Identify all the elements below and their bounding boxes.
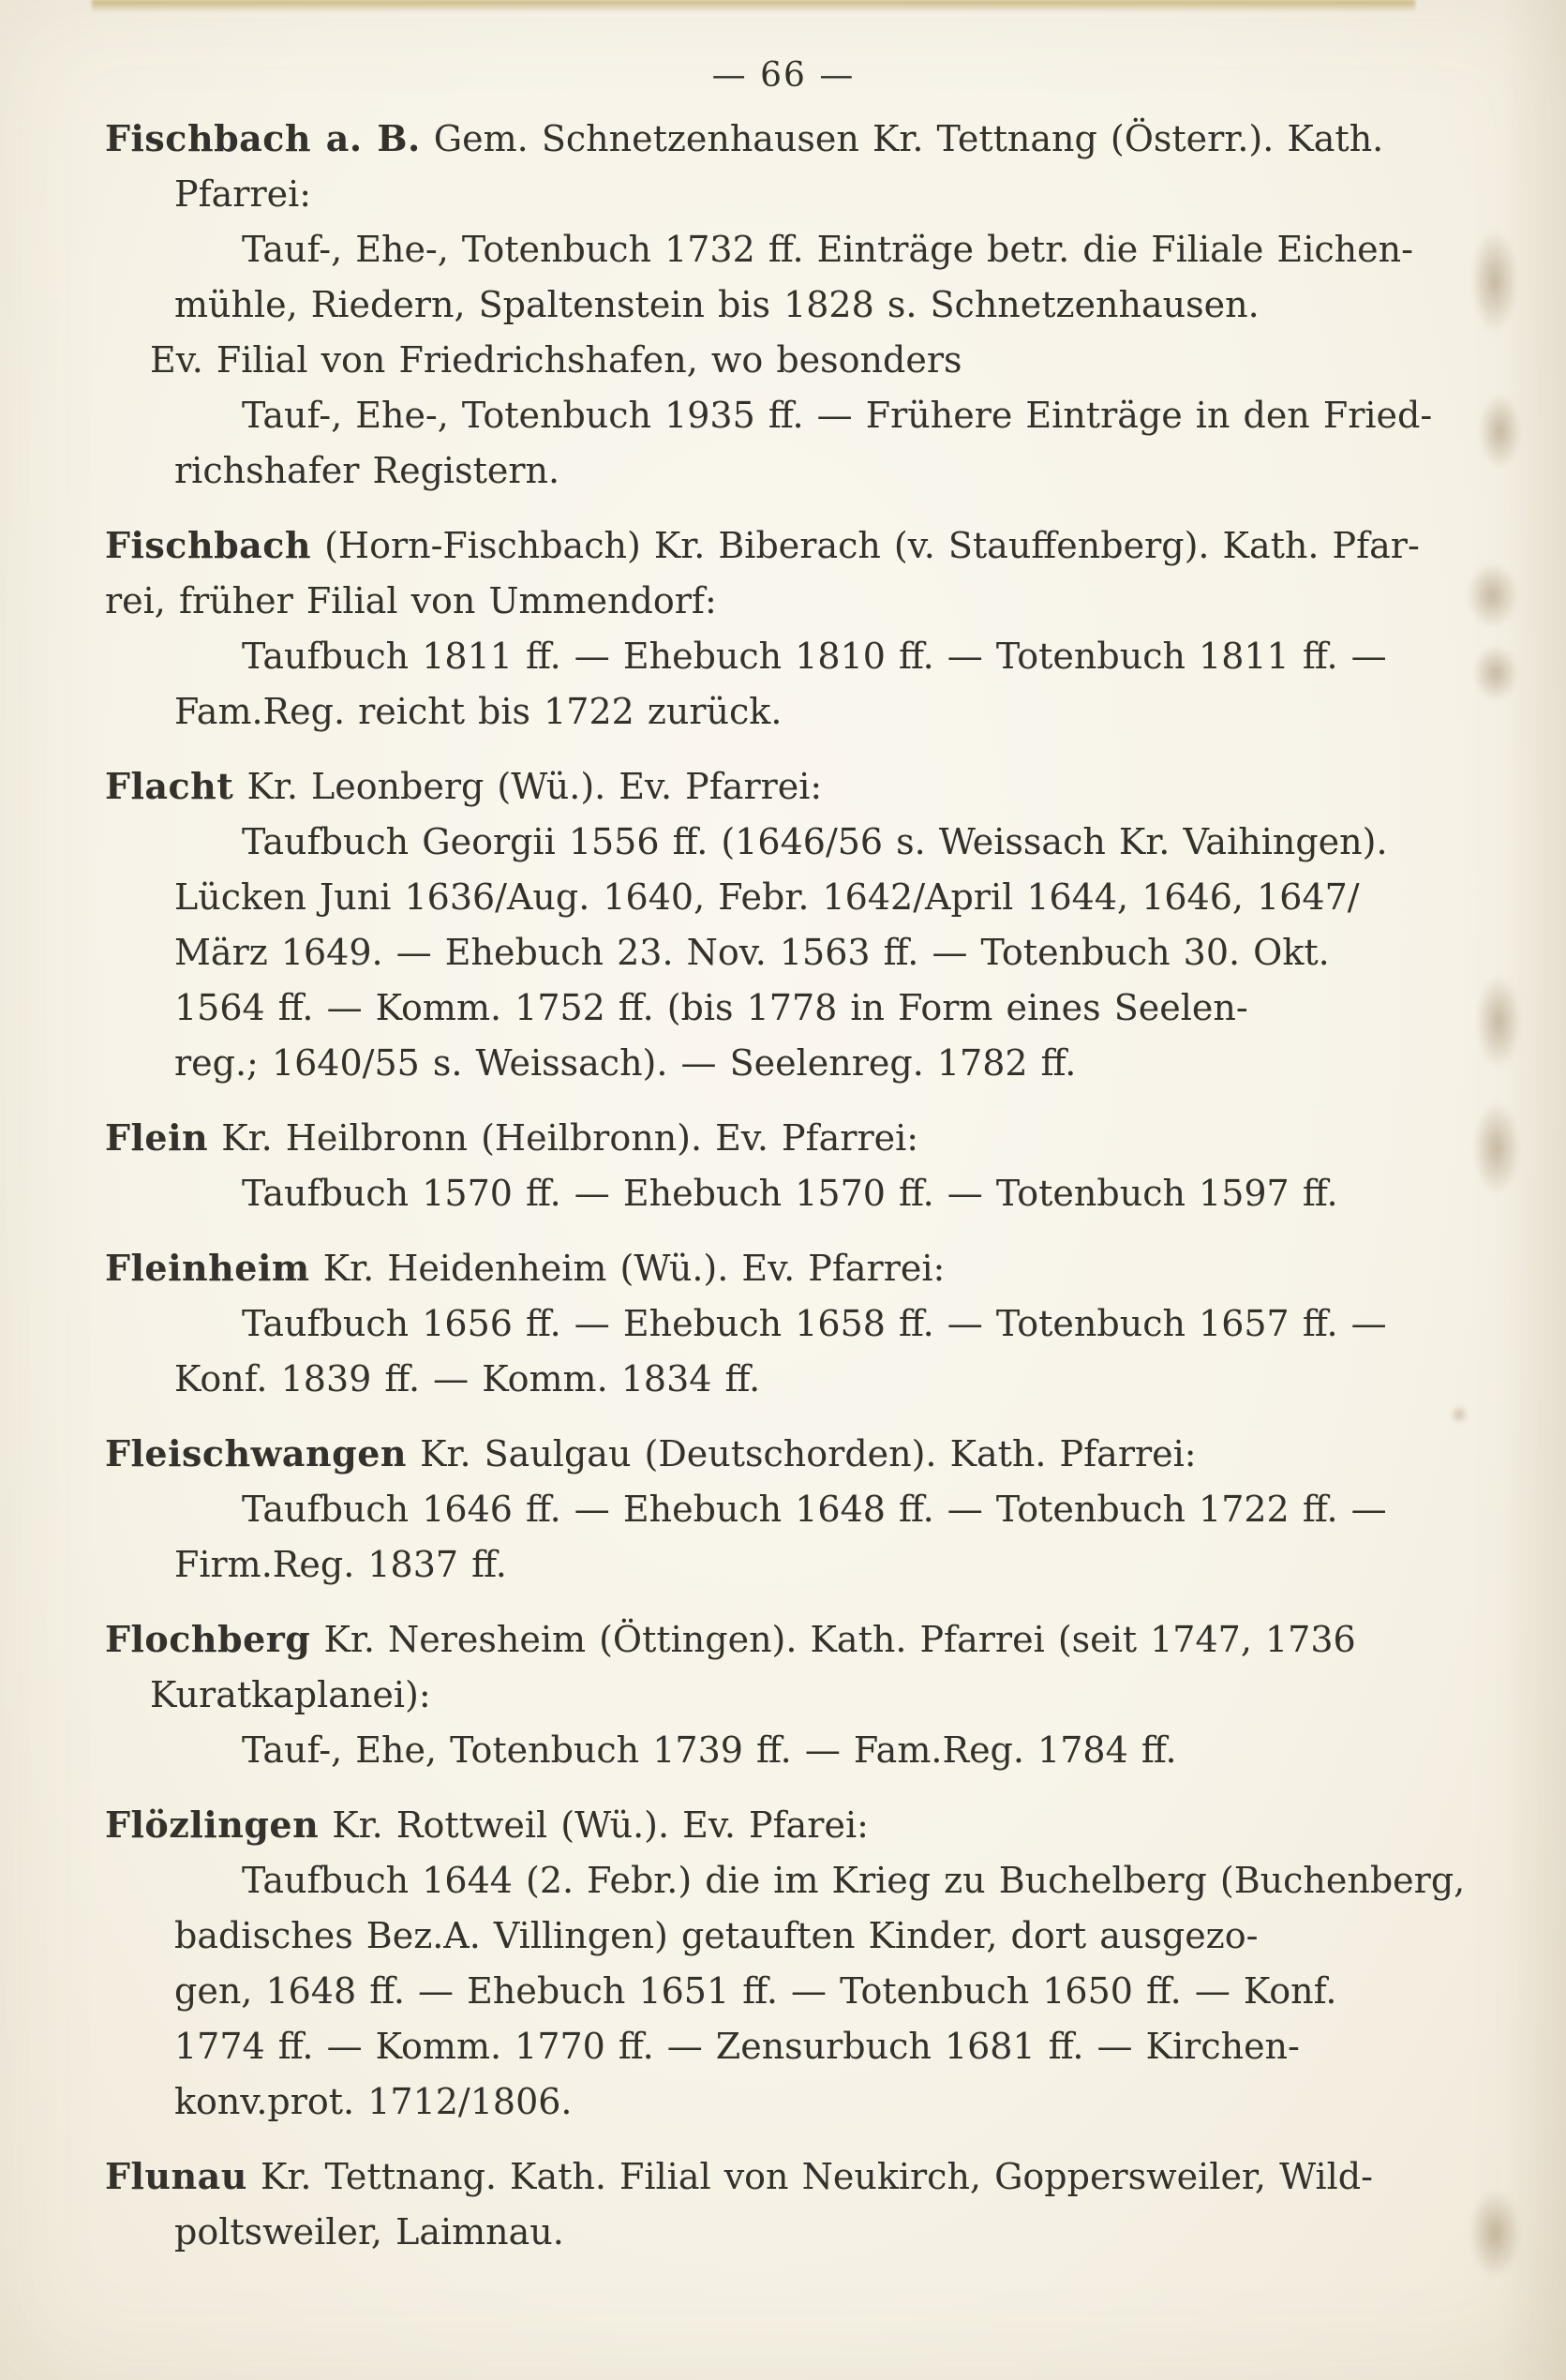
scan-edge-top — [92, 0, 1415, 12]
entry-flein — [105, 1110, 1511, 1221]
entry-text: Konf. 1839 ff. — Komm. 1834 ff. — [174, 1358, 761, 1400]
entry-line — [105, 1166, 1511, 1221]
entry-line — [105, 1668, 1511, 1723]
entry-text: Lücken Juni 1636/Aug. 1640, Febr. 1642/April 1644, 1646, 1647/ — [174, 876, 1360, 918]
entry-text: Taufbuch 1570 ff. — Ehebuch 1570 ff. — Totenbuch 1597 ff. — [242, 1173, 1338, 1214]
entry-headword: Fleinheim — [105, 1247, 310, 1289]
entry-text: Kuratkaplanei): — [150, 1674, 431, 1715]
entry-text: 1774 ff. — Komm. 1770 ff. — Zensurbuch 1681 ff. — Kirchen- — [174, 2026, 1300, 2067]
entry-line — [105, 1352, 1511, 1407]
entry-text: konv.prot. 1712/1806. — [174, 2081, 573, 2122]
entry-line — [105, 111, 1511, 167]
entry-text: Kr. Heidenheim (Wü.). Ev. Pfarrei: — [309, 1248, 946, 1289]
entry-line — [105, 2205, 1511, 2260]
entry-headword: Flunau — [105, 2155, 247, 2197]
entry-flacht — [105, 758, 1511, 1091]
entry-text: Firm.Reg. 1837 ff. — [174, 1544, 507, 1585]
entry-text: Taufbuch 1646 ff. — Ehebuch 1648 ff. — Totenbuch 1722 ff. — — [242, 1489, 1387, 1530]
entry-line — [105, 1611, 1511, 1668]
entry-fleinheim — [105, 1240, 1511, 1407]
entry-line — [105, 2019, 1511, 2074]
entry-text: Taufbuch 1656 ff. — Ehebuch 1658 ff. — Totenbuch 1657 ff. — — [242, 1303, 1387, 1344]
entry-fischbach-a-b — [105, 111, 1511, 499]
entry-line — [105, 815, 1511, 870]
entry-line — [105, 1723, 1511, 1778]
entry-headword: Fischbach a. B. — [105, 117, 421, 159]
entry-headword: Flözlingen — [105, 1804, 320, 1846]
entry-line — [105, 277, 1511, 333]
entry-text: (Horn-Fischbach) Kr. Biberach (v. Stauffenberg). Kath. Pfar- — [311, 525, 1420, 566]
entry-line — [105, 167, 1511, 222]
entry-headword: Fischbach — [105, 524, 312, 566]
entry-text: richshafer Registern. — [174, 450, 560, 491]
entry-line — [105, 1853, 1511, 1908]
entry-line — [105, 1537, 1511, 1593]
entry-line — [105, 925, 1511, 980]
entry-floezlingen — [105, 1797, 1511, 2130]
entry-text: Kr. Rottweil (Wü.). Ev. Pfarei: — [319, 1804, 869, 1846]
entry-text: Kr. Leonberg (Wü.). Ev. Pfarrei: — [233, 766, 823, 807]
entry-text: Kr. Heilbronn (Heilbronn). Ev. Pfarrei: — [208, 1117, 919, 1159]
entry-line — [105, 1426, 1511, 1482]
entry-line — [105, 1482, 1511, 1537]
entry-line — [105, 1240, 1511, 1296]
entry-text: mühle, Riedern, Spaltenstein bis 1828 s. Schnetzenhausen. — [174, 284, 1260, 325]
entry-text: reg.; 1640/55 s. Weissach). — Seelenreg. 1782 ff. — [174, 1042, 1077, 1084]
entry-fleischwangen — [105, 1426, 1511, 1593]
entry-text: 1564 ff. — Komm. 1752 ff. (bis 1778 in Form eines Seelen- — [174, 987, 1248, 1028]
entry-text: Fam.Reg. reicht bis 1722 zurück. — [174, 691, 783, 732]
entry-text: gen, 1648 ff. — Ehebuch 1651 ff. — Totenbuch 1650 ff. — Konf. — [174, 1970, 1337, 2012]
entry-line — [105, 1964, 1511, 2019]
page-number: — 66 — — [711, 56, 856, 95]
entry-text: Taufbuch 1811 ff. — Ehebuch 1810 ff. — Totenbuch 1811 ff. — — [242, 636, 1387, 677]
entry-text: Taufbuch Georgii 1556 ff. (1646/56 s. Weissach Kr. Vaihingen). — [242, 821, 1388, 862]
entry-text: rei, früher Filial von Ummendorf: — [105, 580, 717, 621]
entry-line — [105, 222, 1511, 277]
entry-fischbach-horn — [105, 517, 1511, 740]
entry-line — [105, 2148, 1511, 2205]
entry-line — [105, 2074, 1511, 2130]
entry-line — [105, 333, 1511, 388]
entry-text: Gem. Schnetzenhausen Kr. Tettnang (Österr.). Kath. — [420, 118, 1384, 159]
entry-line — [105, 980, 1511, 1036]
entry-line — [105, 1110, 1511, 1166]
entry-line — [105, 684, 1511, 740]
entry-text: Kr. Neresheim (Öttingen). Kath. Pfarrei (seit 1747, 1736 — [310, 1619, 1356, 1660]
entry-text: Pfarrei: — [174, 173, 312, 215]
entry-text: Kr. Saulgau (Deutschorden). Kath. Pfarrei: — [407, 1433, 1197, 1474]
entry-text: März 1649. — Ehebuch 23. Nov. 1563 ff. — Totenbuch 30. Okt. — [174, 932, 1330, 973]
entry-line — [105, 443, 1511, 499]
entry-line — [105, 574, 1511, 629]
entry-text: Tauf-, Ehe-, Totenbuch 1935 ff. — Frühere Einträge in den Fried- — [242, 395, 1433, 436]
entry-text: Tauf-, Ehe-, Totenbuch 1732 ff. Einträge betr. die Filiale Eichen- — [242, 229, 1413, 270]
entry-line — [105, 870, 1511, 925]
entry-text: Tauf-, Ehe, Totenbuch 1739 ff. — Fam.Reg. 1784 ff. — [242, 1729, 1177, 1771]
entry-line — [105, 629, 1511, 684]
entry-headword: Fleischwangen — [105, 1432, 408, 1474]
entry-line — [105, 758, 1511, 815]
entry-headword: Flein — [105, 1116, 209, 1159]
entry-text: Ev. Filial von Friedrichshafen, wo besonders — [150, 339, 962, 381]
entry-text: badisches Bez.A. Villingen) getauften Kinder, dort ausgezo- — [174, 1915, 1259, 1956]
entry-text: poltsweiler, Laimnau. — [174, 2211, 564, 2253]
entry-text: Taufbuch 1644 (2. Febr.) die im Krieg zu Buchelberg (Buchenberg, — [242, 1860, 1466, 1901]
entry-text: Kr. Tettnang. Kath. Filial von Neukirch, Goppersweiler, Wild- — [246, 2156, 1373, 2197]
entry-flunau — [105, 2148, 1511, 2260]
entry-line — [105, 388, 1511, 443]
entry-line — [105, 1036, 1511, 1091]
entry-line — [105, 517, 1511, 574]
entries — [105, 111, 1511, 2260]
entry-line — [105, 1908, 1511, 1964]
entry-headword: Flochberg — [105, 1618, 311, 1660]
entry-line — [105, 1797, 1511, 1853]
entry-flochberg — [105, 1611, 1511, 1778]
entry-headword: Flacht — [105, 765, 234, 807]
entry-line — [105, 1296, 1511, 1352]
